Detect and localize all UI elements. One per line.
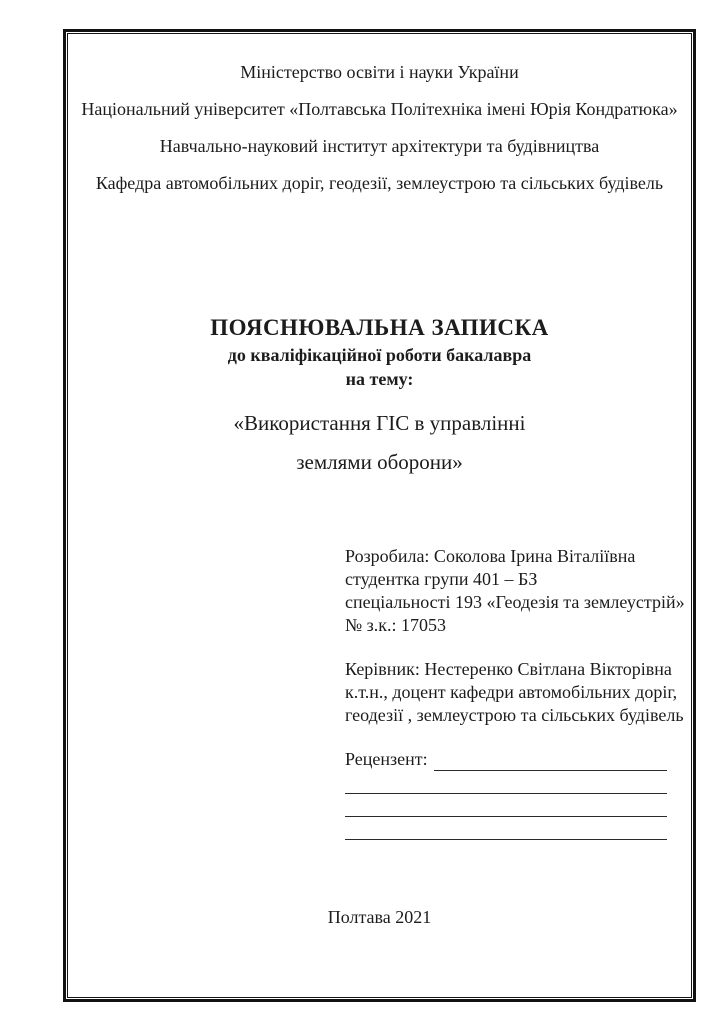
department-line: Кафедра автомобільних доріг, геодезії, землеустрою та сільських будівель (95, 173, 664, 193)
reviewer-row (345, 748, 667, 771)
document-subtitle: до кваліфікаційної роботи бакалавра (227, 345, 532, 365)
page-border-frame (63, 29, 696, 1002)
signature-line (345, 771, 667, 794)
supervisor-info (345, 658, 684, 727)
university-line: Національний університет «Полтавська Політехніка імені Юрія Кондратюка» (81, 99, 678, 119)
signature-line (345, 794, 667, 817)
reviewer-section (345, 748, 667, 840)
author-group-line: студентка групи 401 – БЗ (345, 569, 538, 589)
theme-line-2: землями оборони» (296, 450, 463, 474)
author-specialty-line: спеціальності 193 «Геодезія та землеустрій» (345, 592, 685, 612)
institute-line: Навчально-науковий інститут архітектури та будівництва (159, 136, 600, 156)
reviewer-signature-line (434, 749, 667, 771)
theme-label: на тему: (345, 369, 414, 389)
document-title-block (66, 313, 693, 391)
city-year: Полтава 2021 (327, 907, 432, 927)
author-info (345, 545, 685, 637)
thesis-theme (66, 404, 693, 482)
ministry-line: Міністерство освіти і науки України (240, 62, 519, 82)
institution-header (66, 54, 693, 202)
supervisor-department-line: геодезії , землеустрою та сільських будівель (345, 705, 684, 725)
supervisor-name-line: Керівник: Нестеренко Світлана Вікторівна (345, 659, 672, 679)
signature-line (345, 817, 667, 840)
reviewer-label: Рецензент: (345, 749, 428, 769)
supervisor-degree-line: к.т.н., доцент кафедри автомобільних доріг, (345, 682, 678, 702)
author-name-line: Розробила: Соколова Ірина Віталіївна (345, 546, 636, 566)
theme-line-1: «Використання ГІС в управлінні (233, 411, 526, 435)
document-title: ПОЯСНЮВАЛЬНА ЗАПИСКА (210, 315, 549, 340)
author-record-number-line: № з.к.: 17053 (345, 615, 447, 635)
